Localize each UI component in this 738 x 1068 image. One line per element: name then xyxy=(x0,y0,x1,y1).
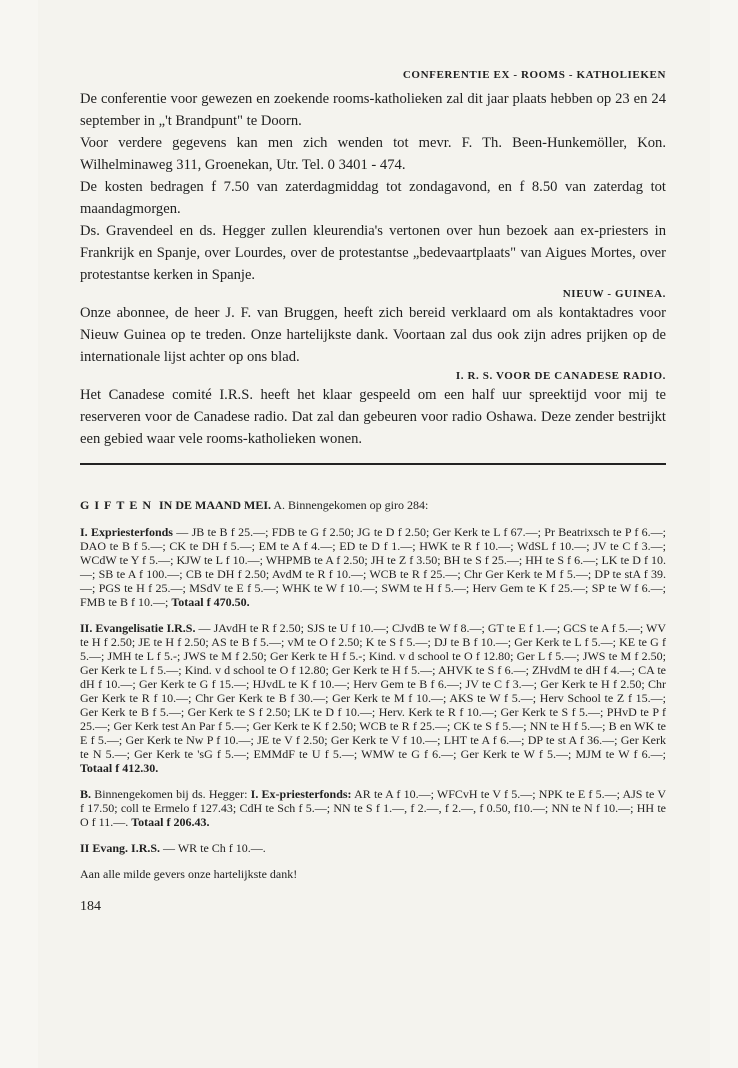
irs-radio-paragraph: Het Canadese comité I.R.S. heeft het klaar gespeeld om een half uur spreektijd voor mij te reserveren voor de Canadese radio. Dat zal dan gebeuren voor radio Oshawa. Deze zender bestrijkt een gebied waar vele rooms-katholieken wonen. xyxy=(80,387,666,447)
giften-title-rest: IN DE MAAND MEI. xyxy=(159,498,272,512)
page-number: 184 xyxy=(80,899,101,914)
evangelisatie-label: II. Evangelisatie I.R.S. xyxy=(80,621,196,635)
evangelisatie-list xyxy=(80,621,666,775)
evangelisatie-entries: — JAvdH te R f 2.50; SJS te U f 10.—; CJvdB te W f 8.—; GT te E f 1.—; GCS te A f 5.—; WV te H f 2.50; JE te H f 2.50; AS te B f 5.—; vM te O f 2.50; K te S f 5.—; DJ te B f 10.—; Ger Kerk te L f 5.—; KE te G f 5.—; JMH te L f 5.-; JWS te M f 2.50; Ger Kerk te H f 5.-; Kind. v d school te O f 12.80; Ger L f 5.—; JWS te M f 2.50; Ger Kerk te L f 5.—; Kind. v d school te O f 12.80; Ger Kerk te H f 5.—; AHVK te S f 6.—; ZHvdM te dH f 4.—; CA te dH f 10.—; Ger Kerk te G f 15.—; HJvdL te K f 10.—; Herv Gem te B f 6.—; JV te C f 3.—; Ger Kerk te H f 2.50; Chr Ger Kerk te R f 10.—; Chr Ger Kerk te B f 30.—; Ger Kerk te M f 10.—; AKS te W f 5.—; Herv School te Z f 15.—; Ger Kerk te B f 5.—; Ger Kerk te S f 2.50; LK te D f 10.—; Herv. Kerk te R f 10.—; Ger Kerk te S f 5.—; PHvD te P f 25.—; Ger Kerk test An Par f 5.—; Ger Kerk te K f 2.50; WCB te R f 25.—; CK te S f 5.—; NN te H f 5.—; B en WK te E f 5.—; Ger Kerk te Nw P f 10.—; JE te V f 2.50; Ger Kerk te V f 10.—; LHT te A f 6.—; DP te st A f 36.—; Ger Kerk te N 5.—; Ger Kerk te 'sG f 5.—; EMMdF te U f 5.—; WMW te G f 6.—; Ger Kerk te W f 5.—; MJM te W f 6.—; xyxy=(80,621,666,761)
giften-section xyxy=(80,497,666,881)
article-content xyxy=(80,67,666,915)
evang-irs-label: II Evang. I.R.S. xyxy=(80,841,161,855)
hegger-entries: AR te A f 10.—; WFCvH te V f 5.—; NPK te E f 5.—; AJS te V f 17.50; coll te Ermelo f 127.43; CdH te Sch f 5.—; NN te S f 1.—, f 2.—, f 2.—, f 0.50, f10.—; NN te N f 10.—; HH te O f 11.—. xyxy=(80,787,666,829)
conferentie-paragraph-1: De conferentie voor gewezen en zoekende rooms-katholieken zal dit jaar plaats hebben op 23 en 24 september in „'t Brandpunt" te Doorn. xyxy=(80,91,666,129)
nieuw-guinea-paragraph: Onze abonnee, de heer J. F. van Bruggen, heeft zich bereid verklaard om als kontaktadres voor Nieuw Guinea op te treden. Onze hartelijkste dank. Voortaan zal dus ook zijn adres prijken op de internationale lijst achter op ons blad. xyxy=(80,305,666,365)
conferentie-paragraph-2: Voor verdere gegevens kan men zich wenden tot mevr. F. Th. Been-Hunkemöller, Kon. Wilhelminaweg 311, Groenekan, Utr. Tel. 0 3401 - 474. xyxy=(80,135,666,173)
hegger-intro: Binnengekomen bij ds. Hegger: xyxy=(94,787,248,801)
hegger-label: I. Ex-priesterfonds: xyxy=(250,787,352,801)
evang-irs-entries: — WR te Ch f 10.—. xyxy=(163,841,266,855)
hegger-total: Totaal f 206.43. xyxy=(131,815,210,829)
nieuw-guinea-heading: NIEUW - GUINEA. xyxy=(562,288,666,300)
hegger-prefix: B. xyxy=(80,787,92,801)
irs-radio-heading: I. R. S. VOOR DE CANADESE RADIO. xyxy=(455,370,666,382)
giften-intro: A. Binnengekomen op giro 284: xyxy=(273,498,429,512)
conferentie-paragraph-3: De kosten bedragen f 7.50 van zaterdagmiddag tot zondagavond, en f 8.50 van zaterdag tot maandagmorgen. xyxy=(80,179,666,217)
giften-heading xyxy=(80,497,666,513)
expriesterfonds-list xyxy=(80,525,666,609)
giften-title: GIFTEN xyxy=(80,498,157,512)
evangelisatie-total: Totaal f 412.30. xyxy=(80,761,159,775)
thanks-line: Aan alle milde gevers onze hartelijkste dank! xyxy=(80,867,298,881)
irs-radio-section xyxy=(80,368,666,450)
conferentie-section xyxy=(80,67,666,286)
evang-irs-list xyxy=(80,841,666,855)
expriesterfonds-total: Totaal f 470.50. xyxy=(171,595,250,609)
section-divider xyxy=(80,463,666,465)
expriesterfonds-label: I. Expriesterfonds xyxy=(80,525,173,539)
nieuw-guinea-section xyxy=(80,286,666,368)
hegger-list xyxy=(80,787,666,829)
expriesterfonds-entries: — JB te B f 25.—; FDB te G f 2.50; JG te D f 2.50; Ger Kerk te L f 67.—; Pr Beatrixsch te P f 6.—; DAO te B f 5.—; CK te DH f 5.—; EM te A f 4.—; ED te D f 1.—; HWK te R f 10.—; WdSL f 10.—; JV te C f 3.—; WCdW te Y f 5.—; KJW te L f 10.—; WHPMB te A f 2.50; JH te Z f 3.50; BH te S f 25.—; HH te S f 6.—; LK te D f 10.—; SB te A f 100.—; CB te DH f 2.50; AvdM te R f 10.—; WCB te R f 25.—; Chr Ger Kerk te M f 5.—; DP te stA f 39.—; PGS te H f 25.—; MSdV te E f 5.—; WHK te W f 10.—; SWM te H f 5.—; Herv Gem te K f 25.—; SP te W f 6.—; FMB te B f 10.—; xyxy=(80,525,666,609)
conferentie-paragraph-4: Ds. Gravendeel en ds. Hegger zullen kleurendia's vertonen over hun bezoek aan ex-priesters in Frankrijk en Spanje, over Lourdes, over de protestantse „bedevaartplaats" van Aigues Mortes, over protestantse kerken in Spanje. xyxy=(80,223,666,283)
conferentie-heading: CONFERENTIE EX - ROOMS - KATHOLIEKEN xyxy=(402,69,666,81)
